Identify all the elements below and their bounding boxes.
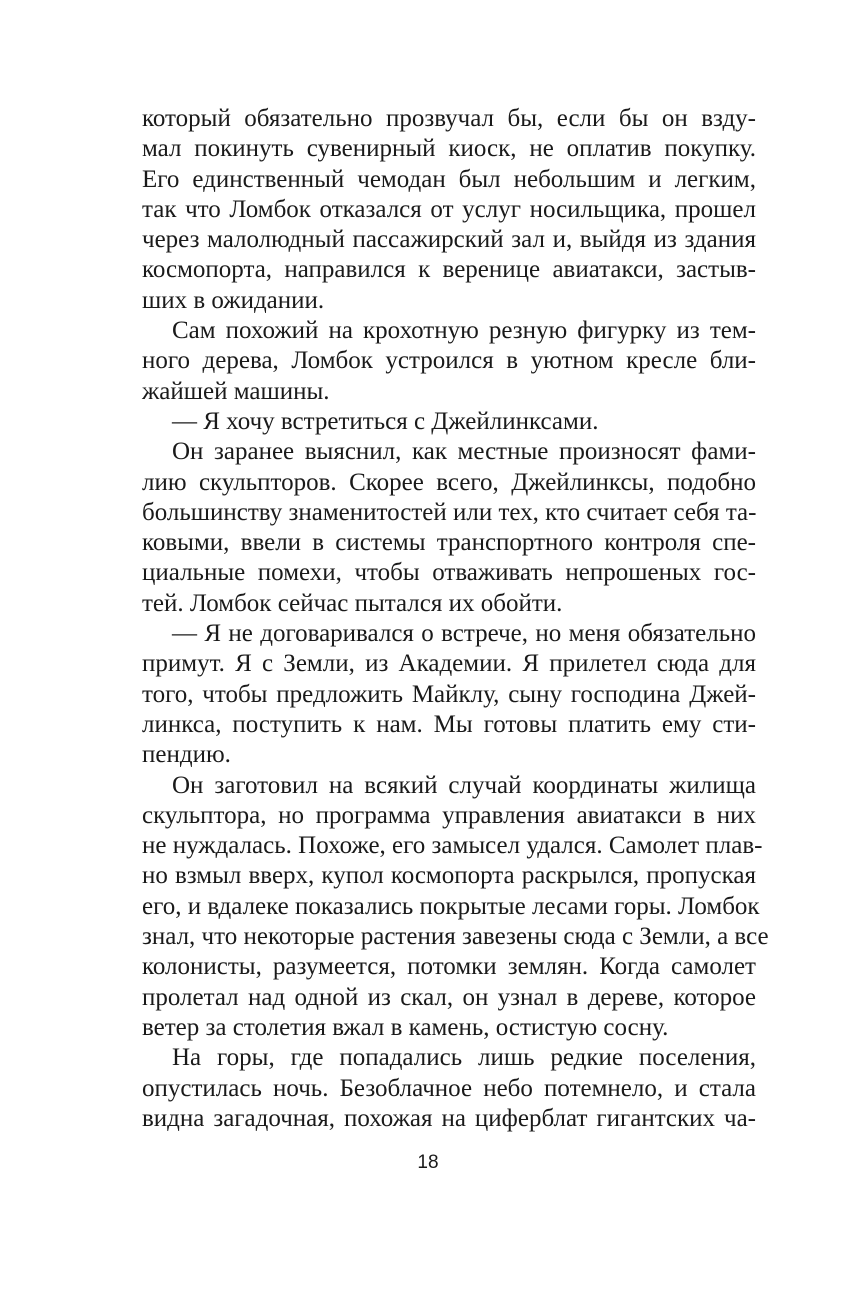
text-line: его, и вдалеке показались покрытые лесами горы. Ломбок — [142, 892, 760, 920]
text-line: пендию. — [142, 741, 231, 769]
text-line: линкса, поступить к нам. Мы готовы платить ему сти- — [142, 710, 756, 738]
text-line: того, чтобы предложить Майклу, сыну господина Джей- — [142, 680, 756, 708]
text-line: который обязательно прозвучал бы, если бы он взду- — [142, 105, 756, 132]
text-line: через малолюдный пассажирский зал и, выйдя из здания — [142, 226, 756, 254]
page-number: 18 — [417, 1152, 439, 1173]
text-line: опустилась ночь. Безоблачное небо потемнело, и стала — [142, 1074, 756, 1102]
text-line: космопорта, направился к веренице авиатакси, застыв- — [142, 256, 756, 284]
text-line: большинству знаменитостей или тех, кто считает себя та- — [142, 498, 757, 526]
text-line: Он заранее выяснил, как местные произносят фами- — [172, 438, 756, 466]
text-line: ветер за столетия вжал в камень, остистую сосну. — [142, 1013, 669, 1041]
page-body — [142, 104, 769, 1134]
text-line: ших в ожидании. — [142, 286, 325, 314]
text-line: лию скульпторов. Скорее всего, Джейлинксы, подобно — [142, 468, 756, 496]
text-line: так что Ломбок отказался от услуг носильщика, прошел — [142, 195, 756, 223]
text-line: — Я не договаривался о встрече, но меня обязательно — [172, 620, 756, 648]
text-line: На горы, где попадались лишь редкие поселения, — [172, 1044, 756, 1072]
text-line: Его единственный чемодан был небольшим и легким, — [142, 165, 756, 193]
text-line: Он заготовил на всякий случай координаты жилища — [172, 771, 756, 799]
text-line: примут. Я с Земли, из Академии. Я прилетел сюда для — [142, 650, 756, 678]
text-line: видна загадочная, похожая на циферблат гигантских ча- — [142, 1104, 756, 1132]
text-line: но взмыл вверх, купол космопорта раскрылся, пропуская — [142, 862, 756, 890]
text-line: — Я хочу встретиться с Джейлинксами. — [172, 407, 599, 435]
text-line: колонисты, разумеется, потомки землян. Когда самолет — [142, 953, 756, 981]
text-line: жайшей машины. — [142, 377, 330, 405]
text-line: не нуждалась. Похоже, его замысел удался. Самолет плав- — [142, 832, 763, 860]
text-line: ного дерева, Ломбок устроился в уютном кресле бли- — [142, 347, 756, 375]
text-line: ковыми, ввели в системы транспортного контроля спе- — [142, 529, 756, 557]
text-line: Сам похожий на крохотную резную фигурку из тем- — [172, 317, 756, 345]
text-line: знал, что некоторые растения завезены сюда с Земли, а все — [142, 923, 769, 951]
text-line: мал покинуть сувенирный киоск, не оплатив покупку. — [142, 135, 756, 163]
text-line: тей. Ломбок сейчас пытался их обойти. — [142, 589, 563, 617]
text-line: скульптора, но программа управления авиатакси в них — [142, 801, 756, 829]
text-line: циальные помехи, чтобы отваживать непрошеных гос- — [142, 559, 756, 587]
text-line: пролетал над одной из скал, он узнал в дереве, которое — [142, 983, 756, 1011]
